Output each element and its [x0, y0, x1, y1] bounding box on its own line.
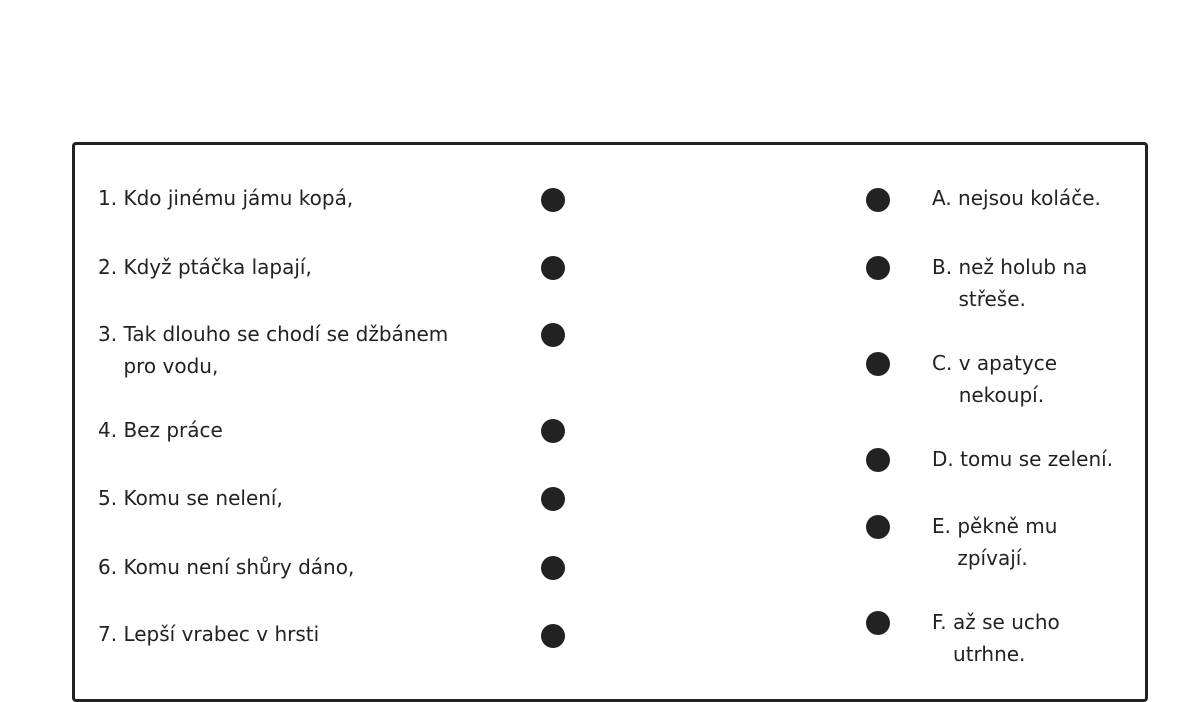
right-item-text: tomu se zelení.: [960, 447, 1114, 471]
left-connector-dot-1[interactable]: [541, 188, 565, 212]
right-connector-dot-d[interactable]: [866, 448, 890, 472]
left-item-text: Bez práce: [123, 418, 223, 442]
right-item-letter: C.: [932, 351, 959, 375]
right-item-d: [932, 443, 1132, 475]
right-item-text: nejsou koláče.: [958, 186, 1101, 210]
right-item-letter: D.: [932, 447, 961, 471]
right-item-letter: A.: [932, 186, 959, 210]
right-item-letter: B.: [932, 255, 959, 279]
right-item-letter: F.: [932, 610, 954, 634]
left-item-4: [98, 414, 478, 446]
right-item-text: než holub na střeše.: [958, 255, 1088, 311]
right-item-letter: E.: [932, 514, 958, 538]
left-item-6: [98, 551, 478, 583]
left-connector-dot-5[interactable]: [541, 487, 565, 511]
left-connector-dot-2[interactable]: [541, 256, 565, 280]
right-connector-dot-c[interactable]: [866, 352, 890, 376]
left-item-5: [98, 482, 478, 514]
left-item-number: 3.: [98, 322, 124, 346]
right-item-e: [932, 510, 1132, 574]
left-item-number: 2.: [98, 255, 124, 279]
right-item-text: v apatyce nekoupí.: [958, 351, 1058, 407]
left-item-text: Lepší vrabec v hrsti: [123, 622, 320, 646]
right-connector-dot-e[interactable]: [866, 515, 890, 539]
left-connector-dot-4[interactable]: [541, 419, 565, 443]
left-connector-dot-3[interactable]: [541, 323, 565, 347]
right-item-b: [932, 251, 1132, 315]
left-connector-dot-6[interactable]: [541, 556, 565, 580]
right-item-text: až se ucho utrhne.: [953, 610, 1060, 666]
left-item-3: [98, 318, 478, 382]
left-item-1: [98, 182, 478, 214]
left-item-number: 4.: [98, 418, 124, 442]
left-item-text: Komu není shůry dáno,: [123, 555, 355, 579]
left-item-text: Komu se nelení,: [123, 486, 283, 510]
right-item-f: [932, 606, 1132, 670]
left-item-number: 5.: [98, 486, 124, 510]
right-item-c: [932, 347, 1132, 411]
left-item-7: [98, 618, 478, 650]
left-item-2: [98, 251, 478, 283]
left-item-number: 6.: [98, 555, 124, 579]
right-item-a: [932, 182, 1132, 214]
left-connector-dot-7[interactable]: [541, 624, 565, 648]
right-connector-dot-a[interactable]: [866, 188, 890, 212]
right-connector-dot-b[interactable]: [866, 256, 890, 280]
right-connector-dot-f[interactable]: [866, 611, 890, 635]
left-item-text: Tak dlouho se chodí se džbánem pro vodu,: [123, 322, 449, 378]
left-item-number: 7.: [98, 622, 124, 646]
left-item-text: Kdo jinému jámu kopá,: [123, 186, 354, 210]
left-item-number: 1.: [98, 186, 124, 210]
right-item-text: pěkně mu zpívají.: [957, 514, 1058, 570]
left-item-text: Když ptáčka lapají,: [123, 255, 312, 279]
